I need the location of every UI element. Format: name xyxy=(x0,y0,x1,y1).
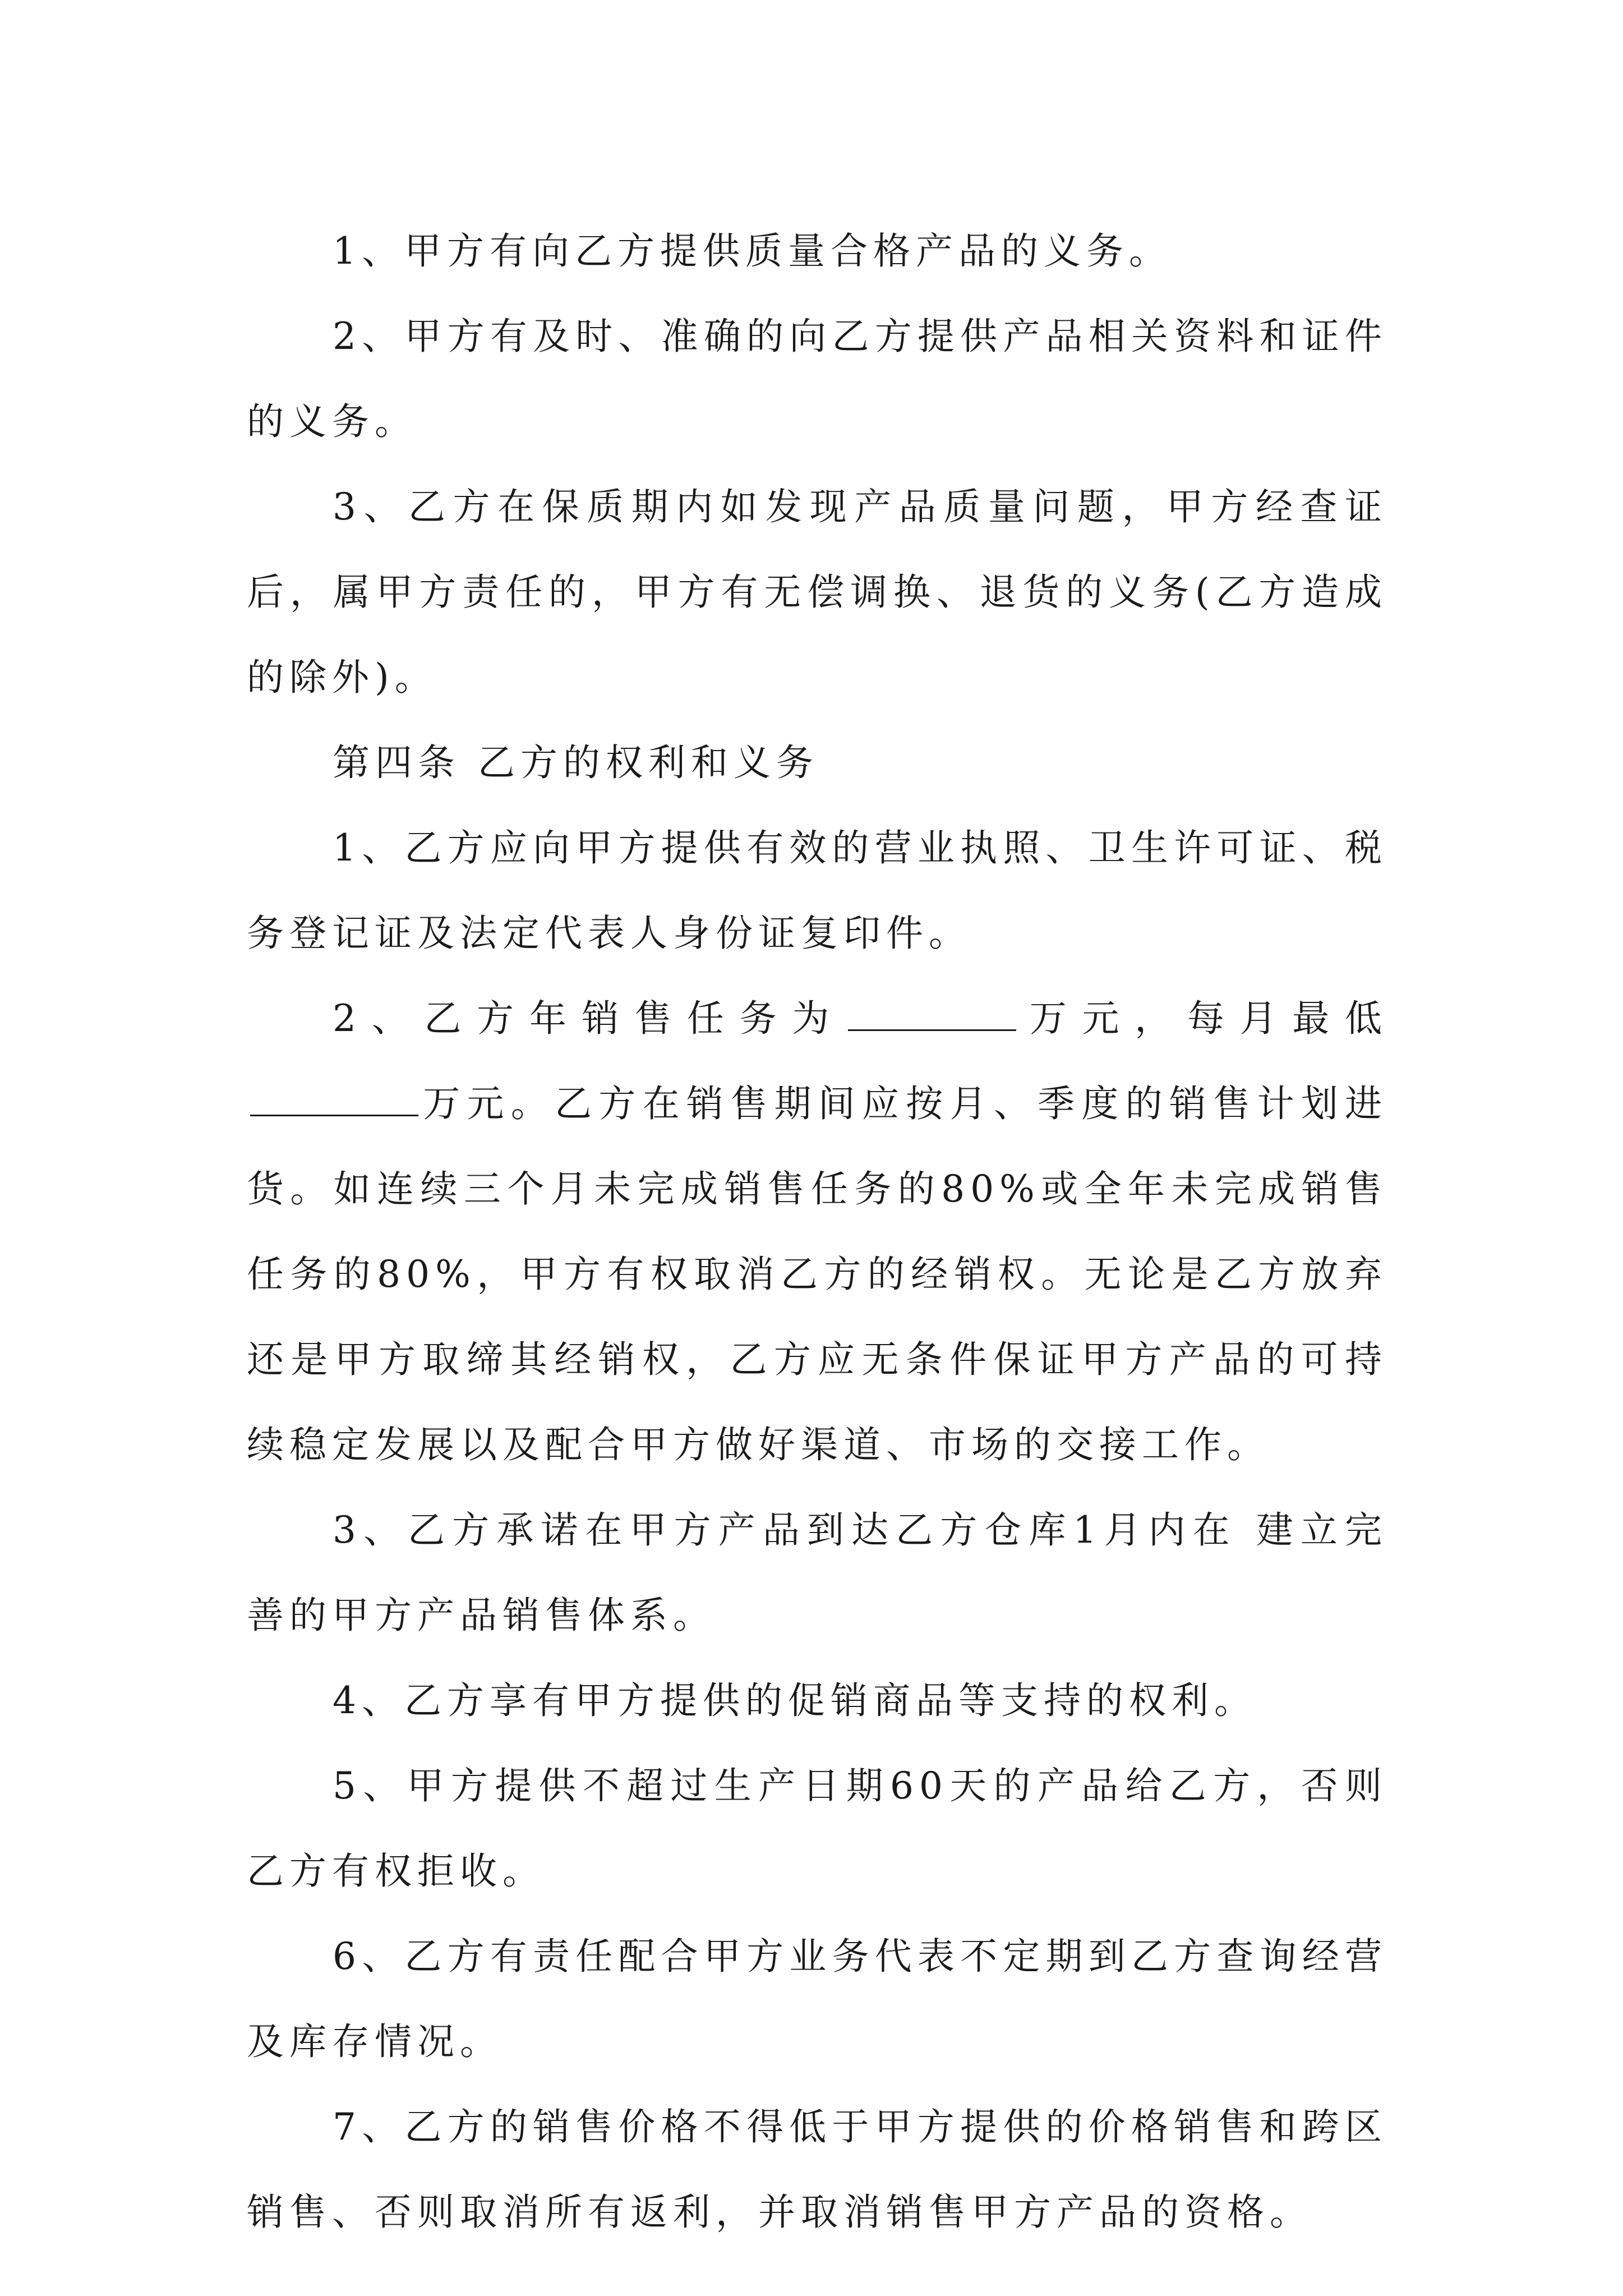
annual-target-blank xyxy=(848,997,1016,1031)
paragraph-party-b-7: 7、乙方的销售价格不得低于甲方提供的价格销售和跨区销售、否则取消所有返利，并取消销售甲方产品的资格。 xyxy=(247,2105,1387,2234)
paragraph-clause-3: 3、乙方在保质期内如发现产品质量问题，甲方经查证后，属甲方责任的，甲方有无偿调换、退货的义务(乙方造成的除外)。 xyxy=(247,485,1387,699)
monthly-min-text: 万元，每月最低 xyxy=(1020,997,1388,1040)
document-body xyxy=(247,209,1387,2255)
monthly-min-blank xyxy=(250,1082,418,1116)
sales-terms-text: 万元。乙方在销售期间应按月、季度的销售计划进货。如连续三个月未完成销售任务的80%或全年未完成销售任务的80%，甲方有权取消乙方的经销权。无论是乙方放弃还是甲方取缔其经销权，乙方应无条件保证甲方产品的可持续稳定发展以及配合甲方做好渠道、市场的交接工作。 xyxy=(247,1082,1387,1466)
paragraph-party-b-3: 3、乙方承诺在甲方产品到达乙方仓库1月内在 建立完善的甲方产品销售体系。 xyxy=(247,1508,1387,1637)
sales-target-text: 2、乙方年销售任务为 xyxy=(333,997,845,1040)
paragraph-party-b-2 xyxy=(247,976,1387,1488)
paragraph-party-b-6: 6、乙方有责任配合甲方业务代表不定期到乙方查询经营及库存情况。 xyxy=(247,1935,1387,2063)
paragraph-clause-1: 1、甲方有向乙方提供质量合格产品的义务。 xyxy=(333,229,1172,273)
paragraph-party-b-4: 4、乙方享有甲方提供的促销商品等支持的权利。 xyxy=(333,1679,1257,1722)
paragraph-clause-2: 2、甲方有及时、准确的向乙方提供产品相关资料和证件的义务。 xyxy=(247,315,1387,443)
section-heading-article-4: 第四条 乙方的权利和义务 xyxy=(333,741,819,784)
paragraph-party-b-5: 5、甲方提供不超过生产日期60天的产品给乙方，否则乙方有权拒收。 xyxy=(247,1764,1387,1893)
paragraph-party-b-1: 1、乙方应向甲方提供有效的营业执照、卫生许可证、税务登记证及法定代表人身份证复印件。 xyxy=(247,826,1387,955)
